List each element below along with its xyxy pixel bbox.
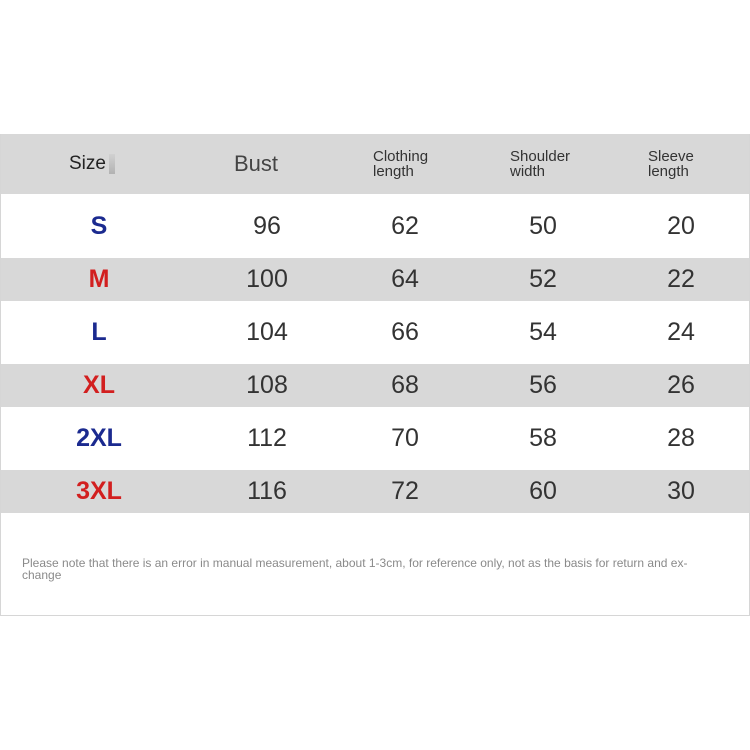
- header-size-label: Size: [69, 153, 106, 174]
- header-clothing-length-label: Clothing length: [373, 148, 429, 180]
- header-sleeve-length: [648, 134, 748, 194]
- bust-value: 116: [247, 477, 287, 505]
- shoulder-width-value: 60: [529, 477, 557, 505]
- table-row: [1, 301, 749, 364]
- tag-icon: [109, 154, 115, 174]
- sleeve-length-value: 24: [667, 318, 695, 346]
- size-chart: [0, 134, 750, 616]
- header-bust: Bust: [234, 151, 279, 176]
- header-clothing-length: [373, 134, 473, 194]
- bust-value: 100: [246, 265, 288, 293]
- table-row: [1, 364, 749, 407]
- table-row: [1, 194, 749, 258]
- size-label: XL: [83, 371, 115, 399]
- size-label: M: [88, 265, 110, 293]
- sleeve-length-value: 26: [667, 371, 695, 399]
- sleeve-length-value: 22: [667, 265, 695, 293]
- shoulder-width-value: 58: [529, 424, 557, 452]
- size-label: 3XL: [76, 477, 122, 505]
- clothing-length-value: 70: [391, 424, 419, 452]
- clothing-length-value: 66: [391, 318, 419, 346]
- clothing-length-value: 62: [391, 211, 419, 240]
- table-header-row: [1, 134, 749, 194]
- sleeve-length-value: 30: [667, 477, 695, 505]
- size-label: 2XL: [76, 424, 122, 452]
- shoulder-width-value: 50: [529, 211, 557, 240]
- shoulder-width-value: 54: [529, 318, 557, 346]
- table-row: [1, 470, 749, 513]
- shoulder-width-value: 56: [529, 371, 557, 399]
- header-sleeve-length-label: Sleeve length: [648, 148, 694, 180]
- clothing-length-value: 72: [391, 477, 419, 505]
- bust-value: 96: [253, 211, 281, 240]
- bust-value: 104: [246, 318, 288, 346]
- shoulder-width-value: 52: [529, 265, 557, 293]
- table-row: [1, 258, 749, 301]
- bust-value: 112: [247, 424, 287, 452]
- clothing-length-value: 64: [391, 265, 419, 293]
- header-shoulder-width: [510, 134, 610, 194]
- size-label: S: [90, 211, 108, 240]
- table-row: [1, 407, 749, 470]
- measurement-note: Please note that there is an error in manual measurement, about 1-3cm, for reference only, not as the basis for return and ex-change: [22, 556, 688, 582]
- bust-value: 108: [246, 371, 288, 399]
- header-size: [69, 134, 129, 194]
- size-label: L: [91, 318, 107, 346]
- clothing-length-value: 68: [391, 371, 419, 399]
- sleeve-length-value: 20: [667, 211, 695, 240]
- header-shoulder-width-label: Shoulder width: [510, 148, 571, 180]
- sleeve-length-value: 28: [667, 424, 695, 452]
